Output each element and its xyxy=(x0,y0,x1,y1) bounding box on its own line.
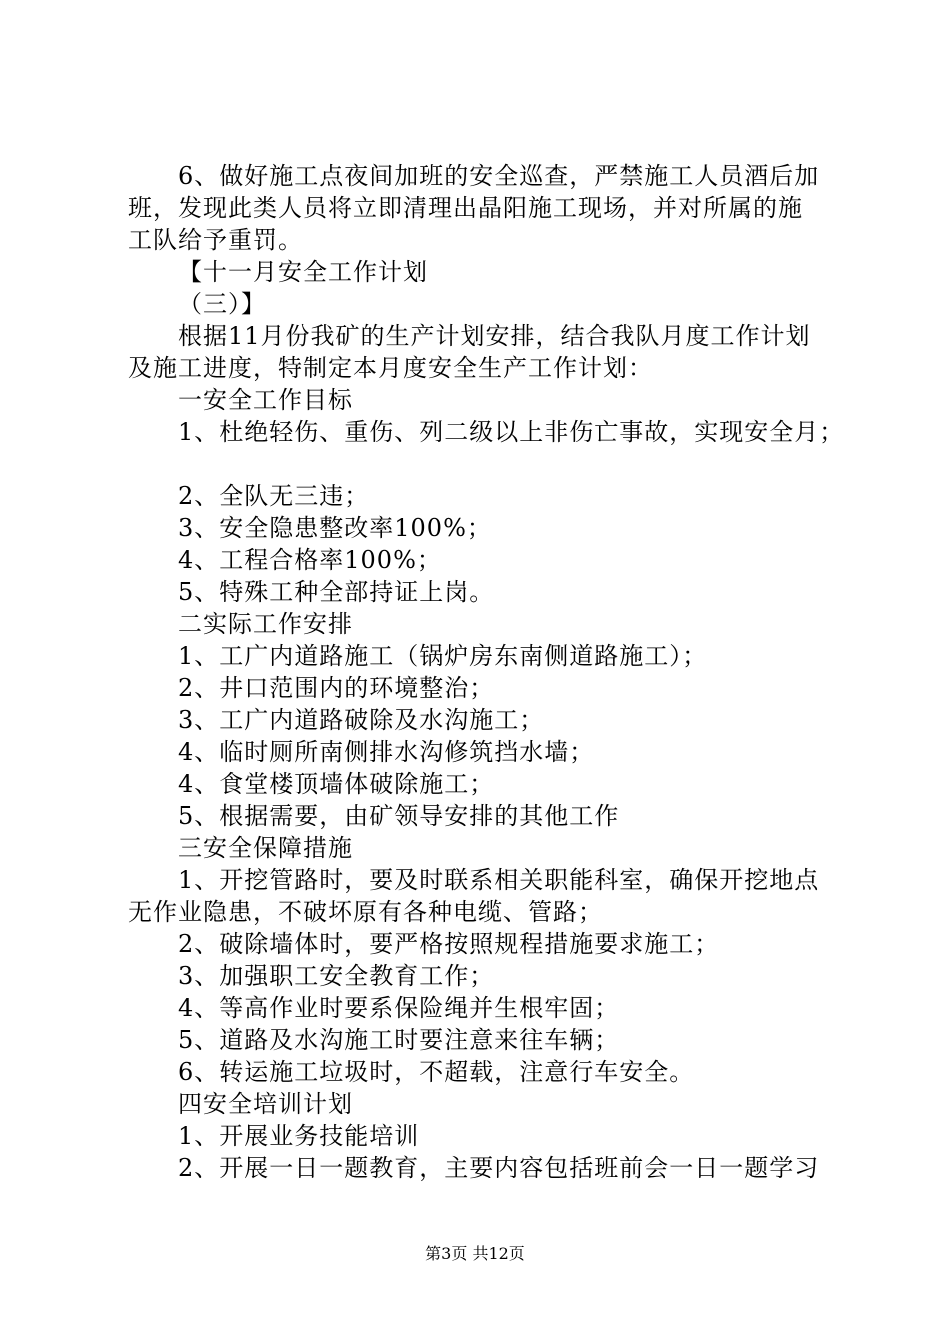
section-heading: 一安全工作目标 xyxy=(178,386,353,414)
list-item: 5、道路及水沟施工时要注意来往车辆； xyxy=(178,1026,620,1054)
list-item: 5、根据需要，由矿领导安排的其他工作 xyxy=(178,802,620,830)
blank-line xyxy=(128,448,848,480)
paragraph-line: 6、做好施工点夜间加班的安全巡查，严禁施工人员酒后加 xyxy=(178,162,820,190)
list-item: 2、破除墙体时，要严格按照规程措施要求施工； xyxy=(178,930,720,958)
document-body xyxy=(128,160,848,1184)
list-item: 1、工广内道路施工（锅炉房东南侧道路施工）； xyxy=(178,642,708,670)
page-number-footer: 第3页 共12页 xyxy=(425,1244,525,1263)
list-item: 2、开展一日一题教育，主要内容包括班前会一日一题学习 xyxy=(178,1154,820,1182)
list-item: 5、特殊工种全部持证上岗。 xyxy=(178,578,495,606)
section-heading: 二实际工作安排 xyxy=(178,610,353,638)
list-item: 1、开展业务技能培训 xyxy=(178,1122,420,1150)
list-item: 4、食堂楼顶墙体破除施工； xyxy=(178,770,495,798)
paragraph-line: 班，发现此类人员将立即清理出晶阳施工现场，并对所属的施 xyxy=(128,194,803,222)
list-item: 3、工广内道路破除及水沟施工； xyxy=(178,706,545,734)
paragraph-line: 及施工进度，特制定本月度安全生产工作计划： xyxy=(128,354,653,382)
list-item: 3、加强职工安全教育工作； xyxy=(178,962,495,990)
list-item: 1、杜绝轻伤、重伤、列二级以上非伤亡事故，实现安全月； xyxy=(178,418,845,446)
list-item: 3、安全隐患整改率100%； xyxy=(178,514,492,542)
list-item: 1、开挖管路时，要及时联系相关职能科室，确保开挖地点 xyxy=(178,866,820,894)
section-heading: 四安全培训计划 xyxy=(178,1090,353,1118)
section-title-line: （三）】 xyxy=(178,290,266,318)
list-item: 2、井口范围内的环境整治； xyxy=(178,674,495,702)
paragraph-line: 根据11月份我矿的生产计划安排，结合我队月度工作计划 xyxy=(178,322,811,350)
list-item: 4、工程合格率100%； xyxy=(178,546,442,574)
list-item: 6、转运施工垃圾时，不超载，注意行车安全。 xyxy=(178,1058,695,1086)
paragraph-line: 无作业隐患，不破坏原有各种电缆、管路； xyxy=(128,898,603,926)
list-item: 2、全队无三违； xyxy=(178,482,370,510)
section-title-line: 【十一月安全工作计划 xyxy=(178,258,428,286)
paragraph-line: 工队给予重罚。 xyxy=(128,226,303,254)
section-heading: 三安全保障措施 xyxy=(178,834,353,862)
list-item: 4、临时厕所南侧排水沟修筑挡水墙； xyxy=(178,738,595,766)
list-item: 4、等高作业时要系保险绳并生根牢固； xyxy=(178,994,620,1022)
